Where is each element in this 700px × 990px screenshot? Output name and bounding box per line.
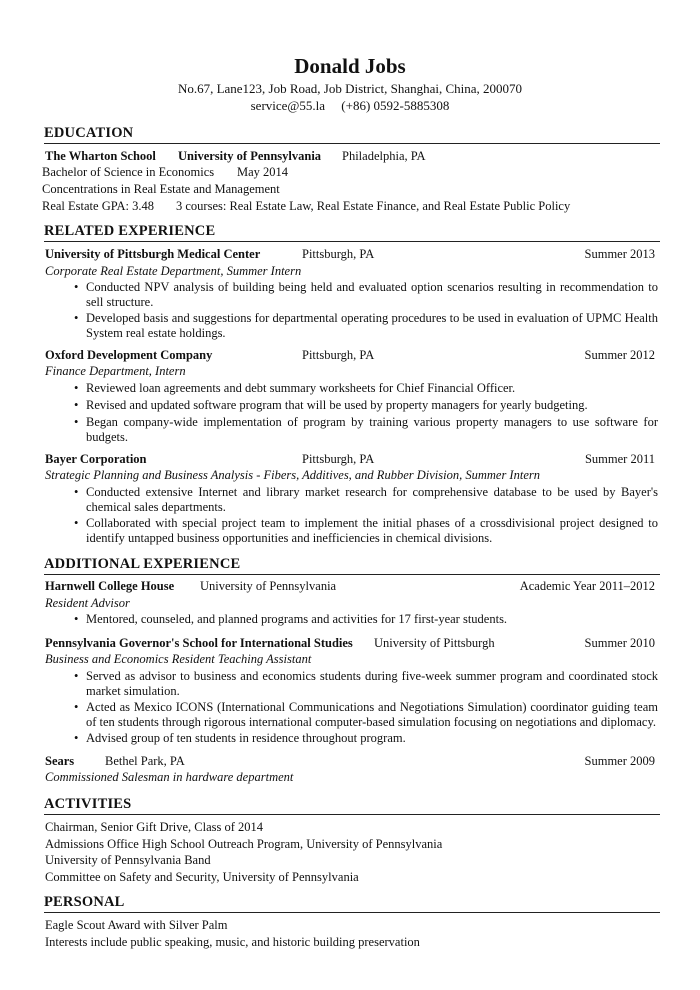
job-role: Corporate Real Estate Department, Summer Intern [45, 264, 302, 278]
university-name: University of Pennsylvania [178, 149, 322, 163]
job-location: Bethel Park, PA [105, 754, 185, 768]
job-bullet: • Reviewed loan agreements and debt summary worksheets for Chief Financial Officer. [86, 381, 658, 396]
job-bullet: • Revised and updated software program that will be used by property managers for yearly budgeting. [86, 398, 658, 413]
job-org: Oxford Development Company [45, 348, 213, 362]
job-bullet: • Conducted NPV analysis of building being held and evaluated option scenarios resulting in recommendation to sell structure. [86, 280, 658, 310]
school-name: The Wharton School [45, 149, 156, 163]
gpa: Real Estate GPA: 3.48 [42, 199, 155, 213]
job-role: Commissioned Salesman in hardware department [45, 770, 294, 784]
job-bullet: • Began company-wide implementation of program by training various property managers to use software for budgets. [86, 415, 658, 445]
job-date: Summer 2012 [584, 348, 655, 362]
school-location: Philadelphia, PA [342, 149, 426, 163]
job-org: Sears [45, 754, 75, 768]
job-bullet: • Served as advisor to business and economics students during five-week summer program and coordinated stock market simulation. [86, 669, 658, 699]
job-bullet: • Advised group of ten students in residence throughout program. [86, 731, 658, 746]
concentration: Concentrations in Real Estate and Management [42, 182, 280, 196]
job-date: Summer 2009 [584, 754, 655, 768]
contact-info: service@55.la (+86) 0592-5885308 [250, 98, 450, 113]
graduation-date: May 2014 [237, 165, 289, 179]
personal-item: Interests include public speaking, music, and historic building preservation [45, 935, 420, 949]
activity-item: Committee on Safety and Security, University of Pennsylvania [45, 870, 359, 884]
activity-item: Chairman, Senior Gift Drive, Class of 2014 [45, 820, 264, 834]
job-bullet: • Conducted extensive Internet and library market research for comprehensive database to be used by Bayer's chemical sales departments. [86, 485, 658, 515]
personal-item: Eagle Scout Award with Silver Palm [45, 918, 228, 932]
job-org: Harnwell College House [45, 579, 175, 593]
resume-name: Donald Jobs [294, 54, 406, 78]
section-heading-additional-experience: ADDITIONAL EXPERIENCE [44, 555, 660, 575]
job-date: Summer 2010 [584, 636, 655, 650]
job-bullet: • Acted as Mexico ICONS (International Communications and Negotiations Simulation) coordinator guiding team of ten students through rigorous international computer-based simulation focusing on negotiations and diplomacy. [86, 700, 658, 730]
job-date: Academic Year 2011–2012 [519, 579, 655, 593]
section-heading-personal: PERSONAL [44, 893, 660, 913]
job-date: Summer 2011 [584, 452, 655, 466]
degree: Bachelor of Science in Economics [42, 165, 215, 179]
job-org: University of Pittsburgh Medical Center [45, 247, 261, 261]
activity-item: University of Pennsylvania Band [45, 853, 211, 867]
job-org: Bayer Corporation [45, 452, 147, 466]
job-role: Business and Economics Resident Teaching Assistant [45, 652, 312, 666]
job-bullet: • Mentored, counseled, and planned programs and activities for 17 first-year students. [86, 612, 658, 627]
job-location: Pittsburgh, PA [302, 452, 375, 466]
job-location: University of Pennsylvania [200, 579, 337, 593]
section-heading-activities: ACTIVITIES [44, 795, 660, 815]
section-heading-related-experience: RELATED EXPERIENCE [44, 222, 660, 242]
activity-item: Admissions Office High School Outreach Program, University of Pennsylvania [45, 837, 443, 851]
job-location: University of Pittsburgh [374, 636, 495, 650]
job-role: Strategic Planning and Business Analysis - Fibers, Additives, and Rubber Division, Summer Intern [45, 468, 540, 482]
job-location: Pittsburgh, PA [302, 348, 375, 362]
job-date: Summer 2013 [584, 247, 655, 261]
address: No.67, Lane123, Job Road, Job District, Shanghai, China, 200070 [177, 81, 523, 96]
courses: 3 courses: Real Estate Law, Real Estate Finance, and Real Estate Public Policy [176, 199, 571, 213]
job-bullet: • Developed basis and suggestions for departmental operating procedures to be used in evaluation of UPMC Health System real estate holdings. [86, 311, 658, 341]
job-bullet: • Collaborated with special project team to implement the initial phases of a crossdivisional project designed to identify untapped business opportunities and inefficiencies in chemical divisions. [86, 516, 658, 546]
job-location: Pittsburgh, PA [302, 247, 375, 261]
job-role: Resident Advisor [45, 596, 130, 610]
section-heading-education: EDUCATION [44, 124, 660, 144]
job-org: Pennsylvania Governor's School for International Studies [45, 636, 353, 650]
job-role: Finance Department, Intern [45, 364, 186, 378]
